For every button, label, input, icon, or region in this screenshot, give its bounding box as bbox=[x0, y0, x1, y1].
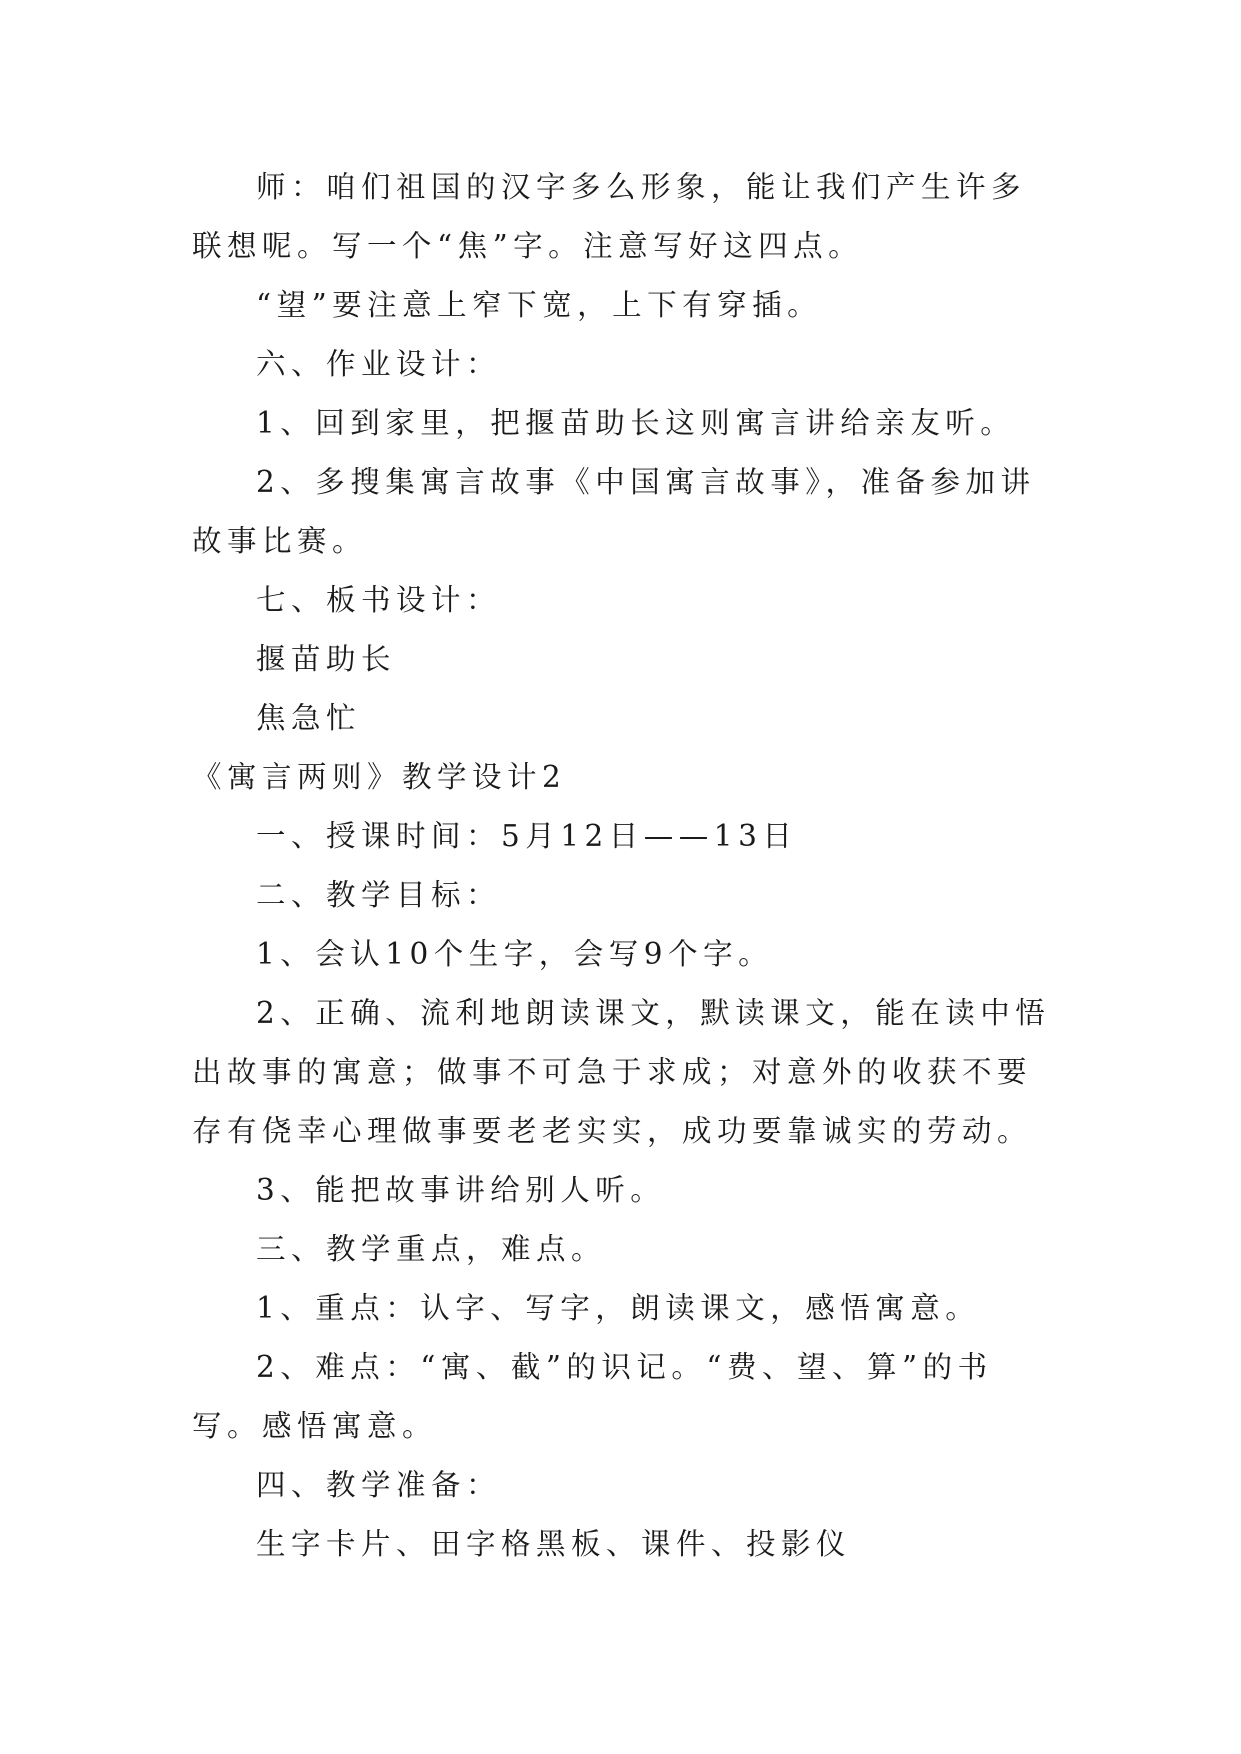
section-title: 《寓言两则》教学设计2 bbox=[192, 760, 567, 794]
paragraph-goal-2: 2、正确、流利地朗读课文，默读课文，能在读中悟出故事的寓意；做事不可急于求成；对意外的收获不要存有侥幸心理做事要老老实实，成功要靠诚实的劳动。 bbox=[192, 996, 1051, 1148]
paragraph-key-point-2: 2、难点：“寓、截”的识记。“费、望、算”的书写。感悟寓意。 bbox=[192, 1350, 993, 1443]
heading-key-points: 三、教学重点，难点。 bbox=[256, 1232, 607, 1266]
heading-lesson-time: 一、授课时间：5月12日——13日 bbox=[256, 819, 798, 853]
board-line-1: 揠苗助长 bbox=[256, 642, 397, 676]
paragraph-goal-3: 3、能把故事讲给别人听。 bbox=[256, 1173, 666, 1207]
document-body bbox=[192, 158, 1052, 1574]
heading-homework-design: 六、作业设计： bbox=[256, 347, 502, 381]
paragraph-goal-1: 1、会认10个生字，会写9个字。 bbox=[256, 937, 774, 971]
paragraph-homework-2: 2、多搜集寓言故事《中国寓言故事》，准备参加讲故事比赛。 bbox=[192, 465, 1036, 558]
paragraph-wang-note: “望”要注意上窄下宽，上下有穿插。 bbox=[256, 288, 823, 322]
paragraph-key-point-1: 1、重点：认字、写字，朗读课文，感悟寓意。 bbox=[256, 1291, 981, 1325]
paragraph-homework-1: 1、回到家里，把揠苗助长这则寓言讲给亲友听。 bbox=[256, 406, 1016, 440]
heading-teaching-goals: 二、教学目标： bbox=[256, 878, 502, 912]
heading-board-design: 七、板书设计： bbox=[256, 583, 502, 617]
board-line-2: 焦急忙 bbox=[256, 701, 362, 735]
paragraph-teacher-speech: 师：咱们祖国的汉字多么形象，能让我们产生许多联想呢。写一个“焦”字。注意写好这四点。 bbox=[192, 170, 1027, 263]
paragraph-teaching-prep: 生字卡片、田字格黑板、课件、投影仪 bbox=[256, 1527, 852, 1561]
heading-teaching-prep: 四、教学准备： bbox=[256, 1468, 502, 1502]
